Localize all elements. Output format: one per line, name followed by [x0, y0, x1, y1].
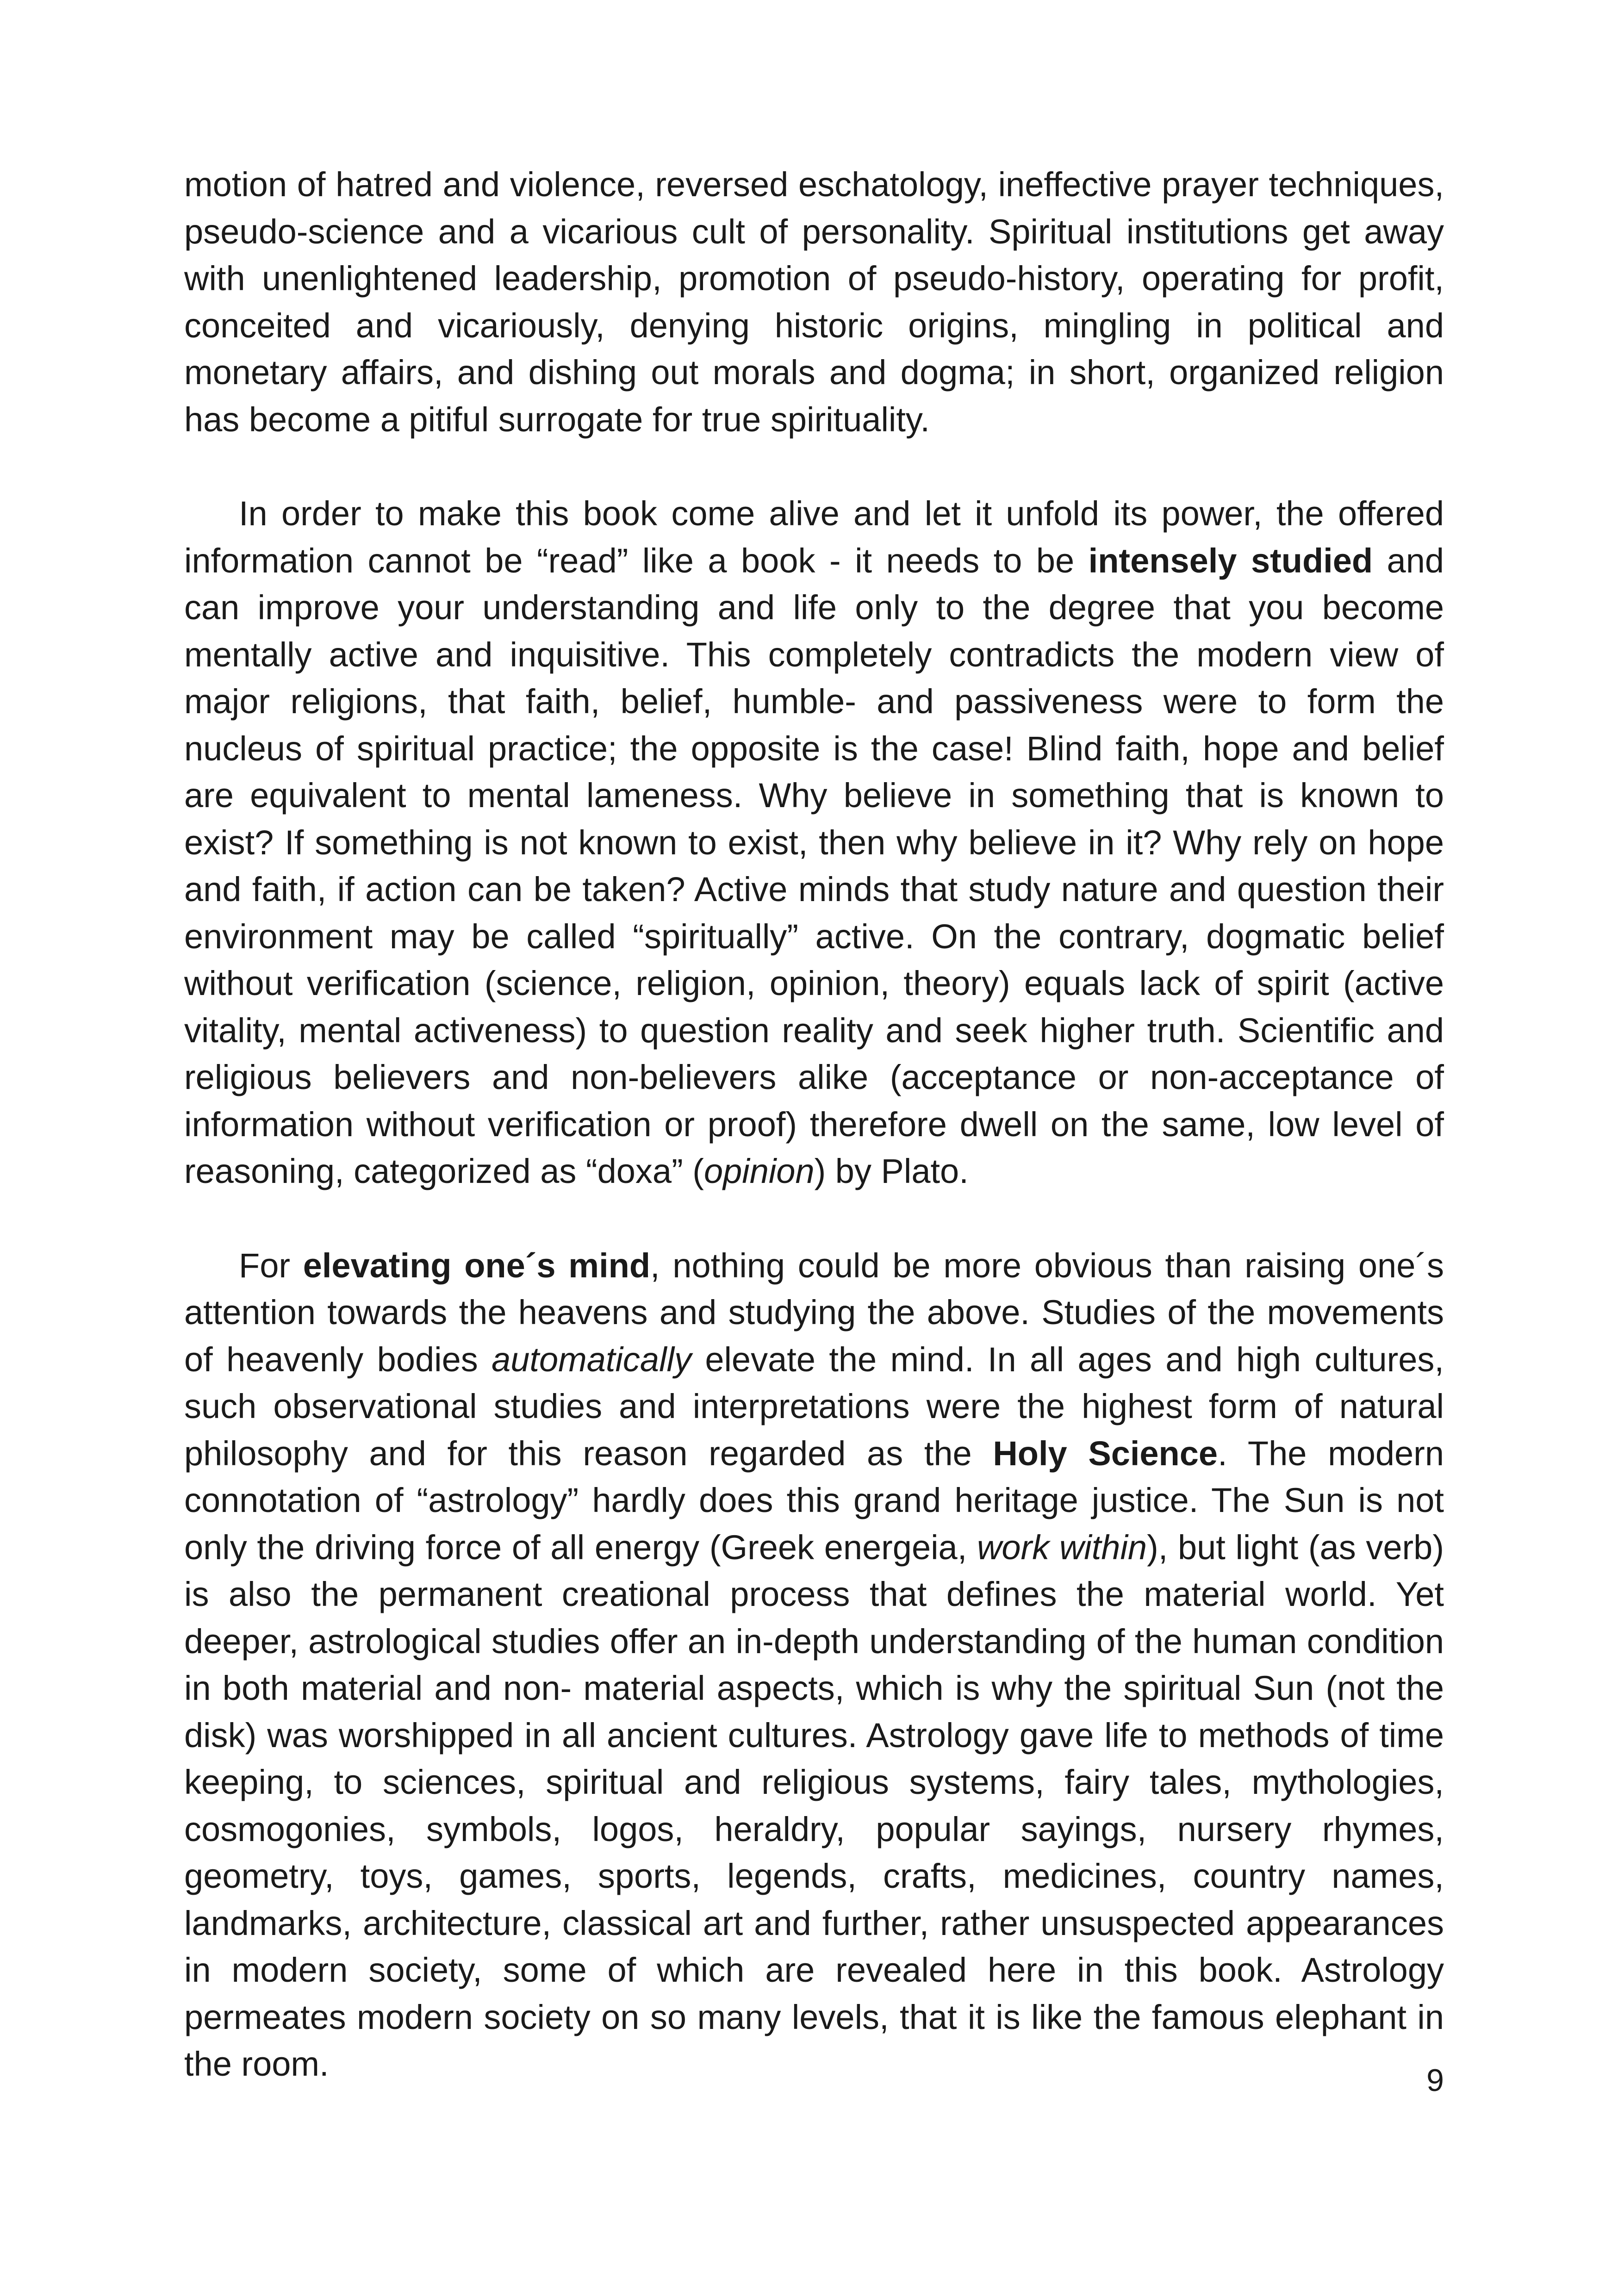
paragraph-text: elevate the mind. In all ages and high cultures, such observational studies and interpretations were the highest form of natural philosophy and for this reason regarded as the: [184, 1340, 1444, 1473]
paragraph-text: motion of hatred and violence, reversed eschatology, ineffective prayer techniques, pseudo-science and a vicarious cult of personality. Spiritual institutions get away with unenlightened leadership, promotion of pseudo-history, operating for profit, conceited and vicariously, denying historic origins, mingling in political and monetary affairs, and dishing out morals and dogma; in short, organized religion has become a pitiful surrogate for true spirituality.: [184, 165, 1444, 439]
emphasis-elevating-ones-mind: elevating one´s mind: [303, 1246, 651, 1285]
emphasis-opinion: opinion: [703, 1152, 815, 1190]
page-number: 9: [1426, 2063, 1444, 2098]
page-body: [184, 161, 1444, 2088]
paragraph-religion-critique: [184, 161, 1444, 443]
paragraph-text: ) by Plato.: [814, 1152, 969, 1190]
paragraph-elevating-mind: [184, 1242, 1444, 2088]
emphasis-holy-science: Holy Science: [993, 1434, 1218, 1473]
paragraph-text: . The modern connotation of “astrology” hardly does this grand heritage justice. The Sun is not only the driving force of all energy (Greek energeia,: [184, 1434, 1444, 1567]
paragraph-text: For: [239, 1246, 303, 1285]
emphasis-intensely-studied: intensely studied: [1088, 541, 1373, 580]
paragraph-text: In order to make this book come alive and let it unfold its power, the offered information cannot be “read” like a book - it needs to be: [184, 494, 1444, 580]
emphasis-work-within: work within: [977, 1528, 1147, 1567]
paragraph-text: ), but light (as verb) is also the permanent creational process that defines the material world. Yet deeper, astrological studies offer an in-depth understanding of the human condition in both material and non- material aspects, which is why the spiritual Sun (not the disk) was worshipped in all ancient cultures. Astrology gave life to methods of time keeping, to sciences, spiritual and religious systems, fairy tales, mythologies, cosmogonies, symbols, logos, heraldry, popular sayings, nursery rhymes, geometry, toys, games, sports, legends, crafts, medicines, country names, landmarks, architecture, classical art and further, rather unsuspected appearances in modern society, some of which are revealed here in this book. Astrology permeates modern society on so many levels, that it is like the famous elephant in the room.: [184, 1528, 1444, 2083]
paragraph-study-intensely: [184, 490, 1444, 1195]
paragraph-text: and can improve your understanding and life only to the degree that you become mentally active and inquisitive. This completely contradicts the modern view of major religions, that faith, belief, humble- and passiveness were to form the nucleus of spiritual practice; the opposite is the case! Blind faith, hope and belief are equivalent to mental lameness. Why believe in something that is known to exist? If something is not known to exist, then why believe in it? Why rely on hope and faith, if action can be taken? Active minds that study nature and question their environment may be called “spiritually” active. On the contrary, dogmatic belief without verification (science, religion, opinion, theory) equals lack of spirit (active vitality, mental activeness) to question reality and seek higher truth. Scientific and religious believers and non-believers alike (acceptance or non-acceptance of information without verification or proof) therefore dwell on the same, low level of reasoning, categorized as “doxa” (: [184, 541, 1444, 1190]
paragraph-text: , nothing could be more obvious than raising one´s attention towards the heavens and studying the above. Studies of the movements of heavenly bodies: [184, 1246, 1444, 1379]
emphasis-automatically: automatically: [492, 1340, 691, 1379]
